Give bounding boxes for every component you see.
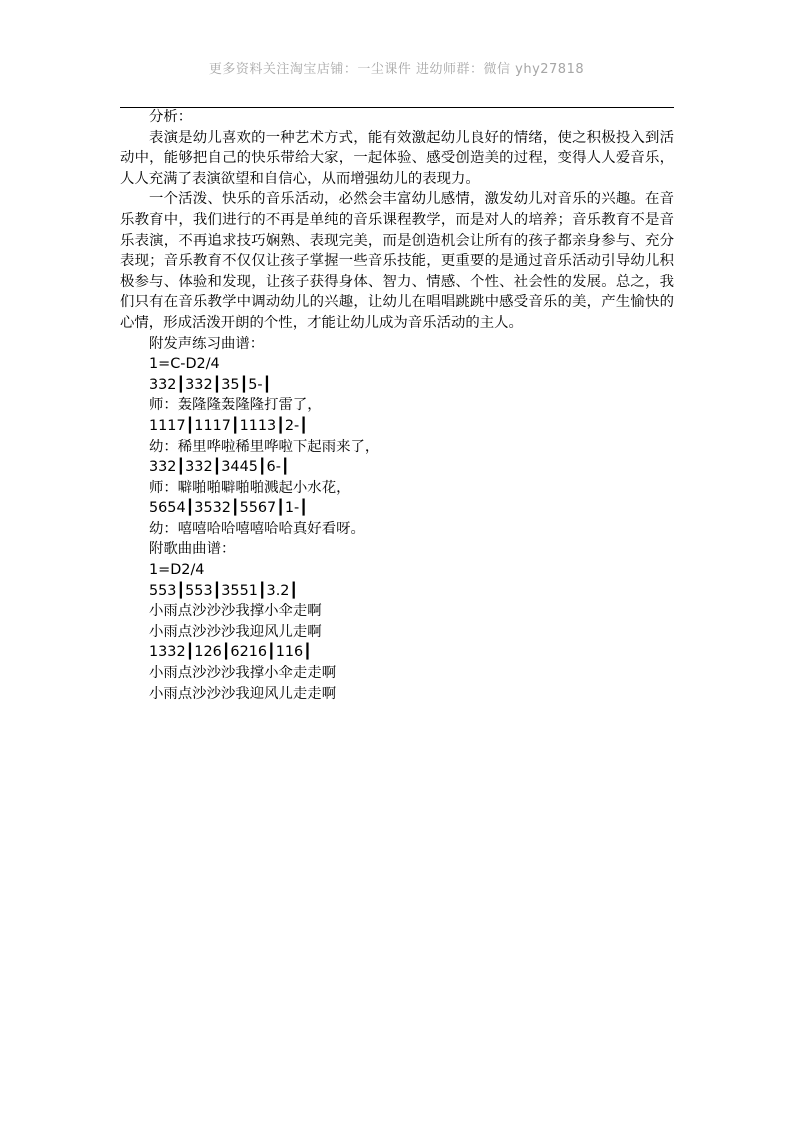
vocal-practice-line: 师：轰隆隆轰隆隆打雷了， <box>149 397 322 414</box>
vocal-practice-line: 332┃332┃3445┃6-┃ <box>149 459 290 476</box>
vocal-practice-line: 幼：嘻嘻哈哈嘻嘻哈哈真好看呀。 <box>149 520 365 537</box>
song-line: 小雨点沙沙沙我撑小伞走啊 <box>149 603 322 620</box>
vocal-practice-line: 师：噼啪啪噼啪啪溅起小水花， <box>149 479 351 496</box>
song-line: 小雨点沙沙沙我迎风儿走走啊 <box>149 685 337 702</box>
paragraph-performance: 表演是幼儿喜欢的一种艺术方式，能有效激起幼儿良好的情绪，使之积极投入到活动中，能够把自己的快乐带给大家，一起体验、感受创造美的过程，变得人人爱音乐，人人充满了表演欲望和自信心，从而增强幼儿的表现力。 <box>120 129 674 187</box>
song-title: 附歌曲曲谱： <box>149 541 236 558</box>
header-note: 更多资料关注淘宝店铺：一尘课件 进幼师群：微信 yhy27818 <box>208 62 585 77</box>
paragraph-music-education: 一个活泼、快乐的音乐活动，必然会丰富幼儿感情，激发幼儿对音乐的兴趣。在音乐教育中，我们进行的不再是单纯的音乐课程教学，而是对人的培养；音乐教育不是音乐表演，不再追求技巧娴熟、表现完美，而是创造机会让所有的孩子都亲身参与、充分表现；音乐教育不仅仅让孩子掌握一些音乐技能，更重要的是通过音乐活动引导幼儿积极参与、体验和发现，让孩子获得身体、智力、情感、个性、社会性的发展。总之，我们只有在音乐教学中调动幼儿的兴趣，让幼儿在唱唱跳跳中感受音乐的美，产生愉快的心情，形成活泼开朗的个性，才能让幼儿成为音乐活动的主人。 <box>120 191 674 331</box>
song-key: 1=D2/4 <box>149 562 205 579</box>
song-line: 553┃553┃3551┃3.2┃ <box>149 582 299 599</box>
vocal-practice-title: 附发声练习曲谱： <box>149 335 265 352</box>
vocal-practice-line: 332┃332┃35┃5-┃ <box>149 376 272 393</box>
vocal-practice-line: 幼：稀里哗啦稀里哗啦下起雨来了， <box>149 438 380 455</box>
analysis-title: 分析： <box>149 109 193 125</box>
document-body <box>120 107 674 704</box>
song-line: 小雨点沙沙沙我撑小伞走走啊 <box>149 665 337 682</box>
song-line: 小雨点沙沙沙我迎风儿走啊 <box>149 623 322 640</box>
vocal-practice-line: 1117┃1117┃1113┃2-┃ <box>149 417 308 434</box>
vocal-practice-line: 5654┃3532┃5567┃1-┃ <box>149 500 308 517</box>
vocal-practice-key: 1=C-D2/4 <box>149 356 220 373</box>
song-line: 1332┃126┃6216┃116┃ <box>149 644 312 661</box>
